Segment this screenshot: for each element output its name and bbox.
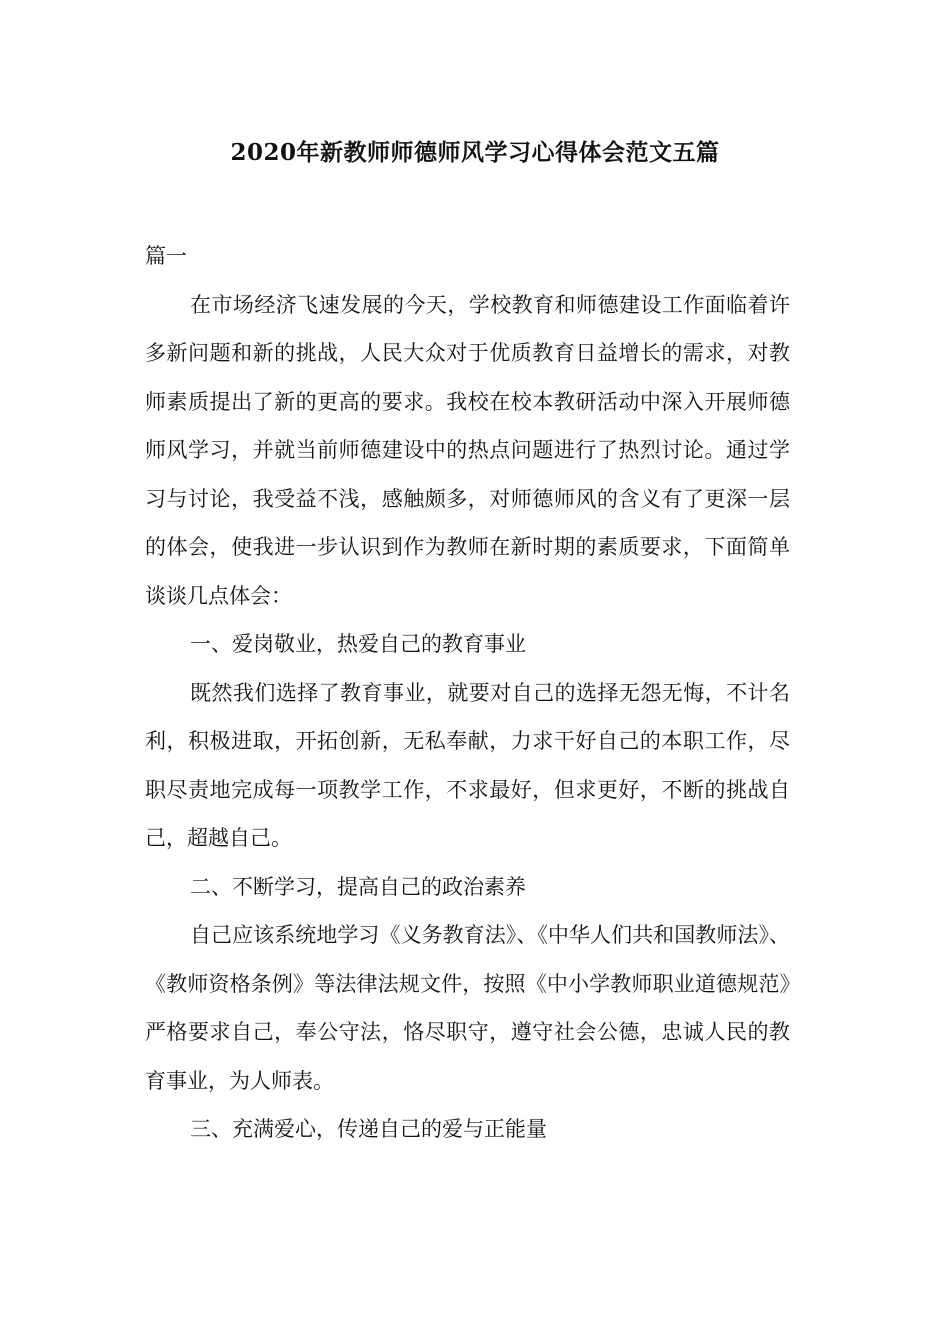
document-body	[145, 232, 790, 1154]
heading-point-1: 一、爱岗敬业，热爱自己的教育事业	[190, 632, 526, 656]
heading-point-3: 三、充满爱心，传递自己的爱与正能量	[190, 1117, 547, 1141]
document-title: 2020年新教师师德师风学习心得体会范文五篇	[230, 139, 720, 166]
paragraph-point-1: 既然我们选择了教育事业，就要对自己的选择无怨无悔，不计名利，积极进取，开拓创新，无私奉献，力求干好自己的本职工作，尽职尽责地完成每一项教学工作，不求最好，但求更好，不断的挑战自己，超越自己。	[145, 680, 790, 850]
paragraph-intro: 在市场经济飞速发展的今天，学校教育和师德建设工作面临着许多新问题和新的挑战，人民大众对于优质教育日益增长的需求，对教师素质提出了新的更高的要求。我校在校本教研活动中深入开展师德师风学习，并就当前师德建设中的热点问题进行了热烈讨论。通过学习与讨论，我受益不浅，感触颇多，对师德师风的含义有了更深一层的体会，使我进一步认识到作为教师在新时期的素质要求，下面简单谈谈几点体会：	[145, 292, 790, 608]
heading-point-2: 二、不断学习，提高自己的政治素养	[190, 874, 526, 899]
section-label: 篇一	[145, 244, 187, 268]
paragraph-point-2: 自己应该系统地学习《义务教育法》、《中华人们共和国教师法》、《教师资格条例》等法律法规文件，按照《中小学教师职业道德规范》严格要求自己，奉公守法，恪尽职守，遵守社会公德，忠诚人民的教育事业，为人师表。	[145, 923, 790, 1093]
